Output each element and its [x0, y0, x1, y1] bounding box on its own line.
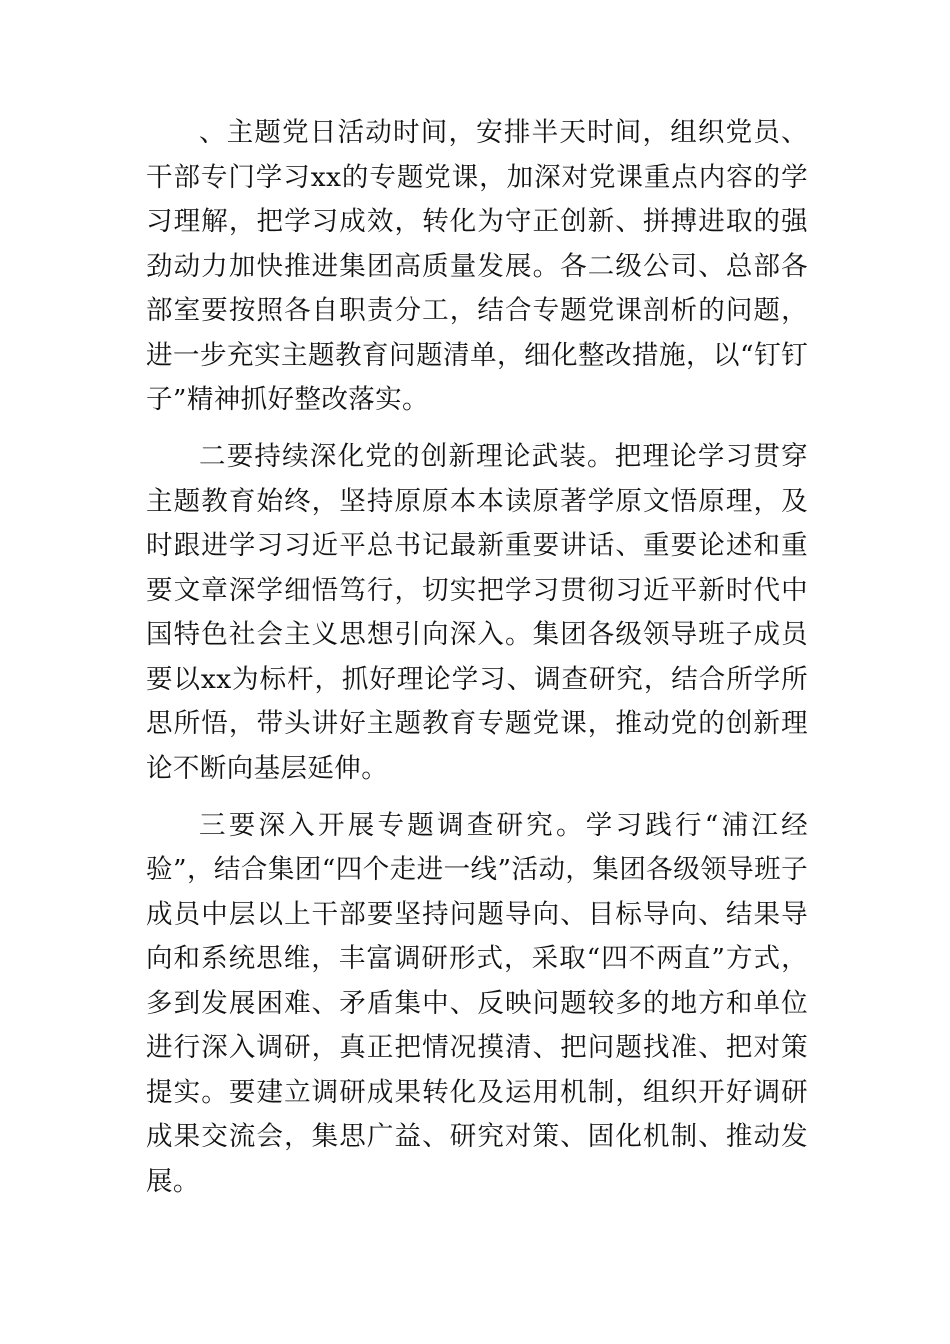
paragraph-3: 三要深入开展专题调查研究。学习践行“浦江经验”，结合集团“四个走进一线”活动，集团各级领导班子成员中层以上干部要坚持问题导向、目标导向、结果导向和系统思维，丰富调研形式，采取“四不两直”方式，多到发展困难、矛盾集中、反映问题较多的地方和单位进行深入调研，真正把情况摸清、把问题找准、把对策提实。要建立调研成果转化及运用机制，组织开好调研成果交流会，集思广益、研究对策、固化机制、推动发展。	[146, 809, 808, 1197]
paragraph-1: 、主题党日活动时间，安排半天时间，组织党员、干部专门学习xx的专题党课，加深对党课重点内容的学习理解，把学习成效，转化为守正创新、拼搏进取的强劲动力加快推进集团高质量发展。各二级公司、总部各部室要按照各自职责分工，结合专题党课剖析的问题，进一步充实主题教育问题清单，细化整改措施，以“钉钉子”精神抓好整改落实。	[146, 117, 808, 415]
paragraph-2: 二要持续深化党的创新理论武装。把理论学习贯穿主题教育始终，坚持原原本本读原著学原文悟原理，及时跟进学习习近平总书记最新重要讲话、重要论述和重要文章深学细悟笃行，切实把学习贯彻习近平新时代中国特色社会主义思想引向深入。集团各级领导班子成员要以xx为标杆，抓好理论学习、调查研究，结合所学所思所悟，带头讲好主题教育专题党课，推动党的创新理论不断向基层延伸。	[146, 441, 808, 784]
document-body	[146, 111, 808, 1204]
